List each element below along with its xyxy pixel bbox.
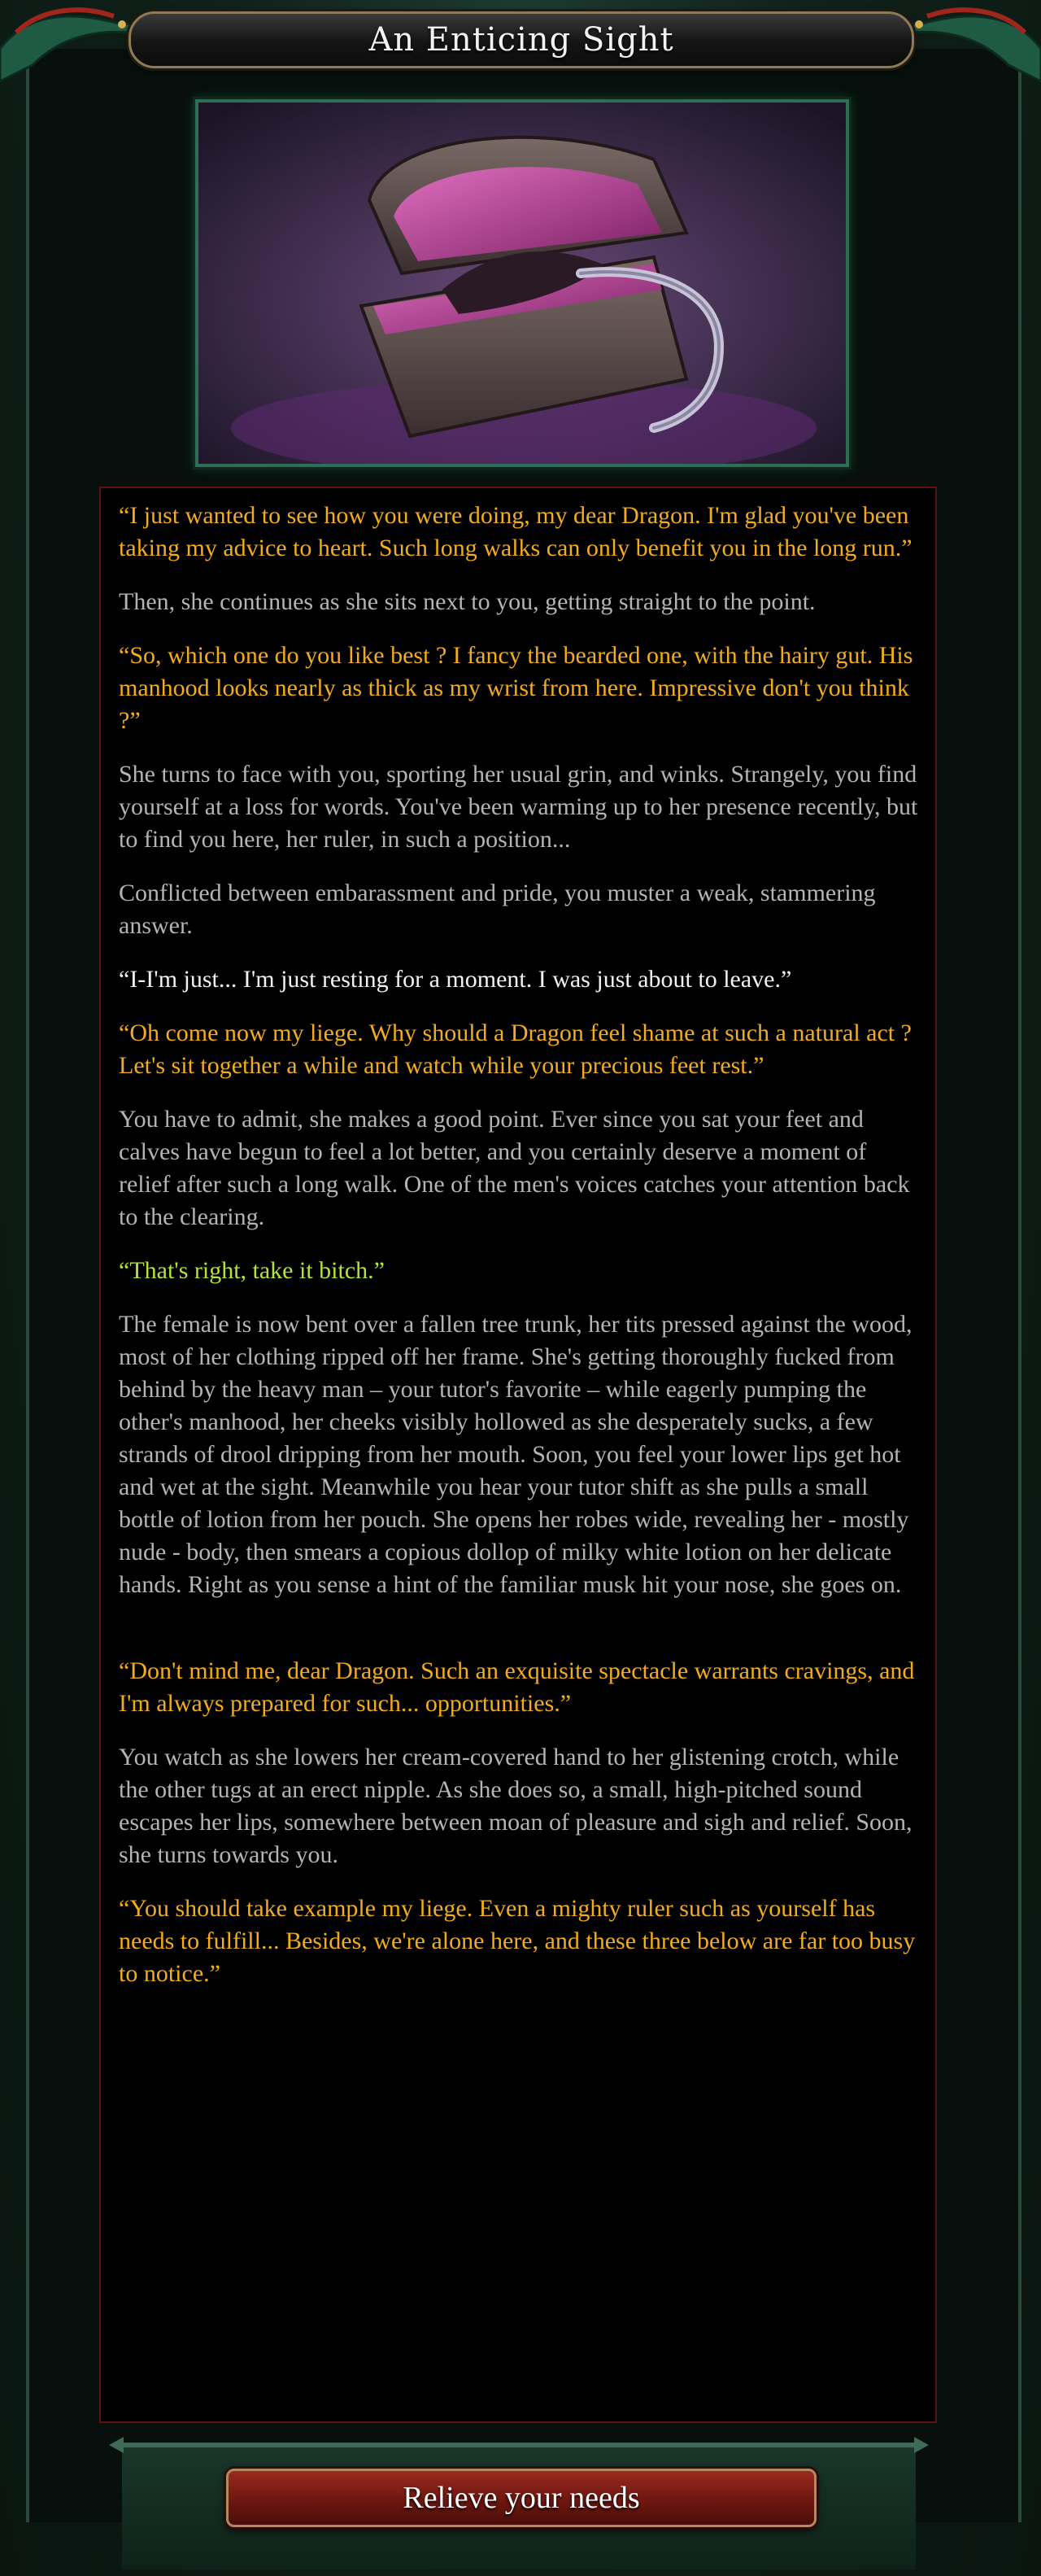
man-speech: “That's right, take it bitch.” [119, 1257, 385, 1284]
tutor-speech: “So, which one do you like best ? I fancy the bearded one, with the hairy gut. His manhood looks nearly as thick as my wrist from here. Impressive don't you think ?” [119, 642, 913, 734]
treasure-chest-illustration [198, 103, 846, 464]
tutor-speech: “Don't mind me, dear Dragon. Such an exquisite spectacle warrants cravings, and I'm always prepared for such... opportunities.” [119, 1657, 915, 1717]
tutor-speech: “Oh come now my liege. Why should a Dragon feel shame at such a natural act ? Let's sit together a while and watch while your precious feet rest.” [119, 1019, 912, 1079]
dragon-ornament-icon [895, 0, 1041, 90]
narration: You have to admit, she makes a good point. Ever since you sat your feet and calves have begun to feel a lot better, and you certainly deserve a moment of relief after such a long walk. One of the men's voices catches your attention back to the clearing. [119, 1106, 910, 1230]
arrow-left-icon [109, 2437, 124, 2453]
tutor-speech: “I just wanted to see how you were doing, my dear Dragon. I'm glad you've been taking my advice to heart. Such long walks can only benefit you in the long run.” [119, 502, 913, 561]
dialog-title: An Enticing Sight [368, 21, 674, 59]
event-illustration [195, 99, 849, 467]
narration: Then, she continues as she sits next to you, getting straight to the point. [119, 588, 816, 615]
tutor-speech: “You should take example my liege. Even a mighty ruler such as yourself has needs to fulfill... Besides, we're alone here, and these three below are far too busy to notice.” [119, 1895, 916, 1987]
narration: You watch as she lowers her cream-covered hand to her glistening crotch, while the other tugs at an erect nipple. As she does so, a small, high-pitched sound escapes her lips, somewhere between moan of pleasure and sigh and relief. Soon, she turns towards you. [119, 1744, 913, 1868]
dragon-ornament-icon [0, 0, 146, 90]
arrow-right-icon [914, 2437, 929, 2453]
narration: The female is now bent over a fallen tree trunk, her tits pressed against the wood, most of her clothing ripped off her frame. She's getting thoroughly fucked from behind by the heavy man – your tutor's favorite – while eagerly pumping the other's manhood, her cheeks visibly hollowed as she desperately sucks, a few strands of drool dripping from her mouth. Soon, you feel your lower lips get hot and wet at the sight. Meanwhile you hear your tutor shift as she pulls a small bottle of lotion from her pouch. She opens her robes wide, revealing her - mostly nude - body, then smears a copious dollop of milky white lotion on her delicate hands. Right as you sense a hint of the familiar musk hit your nose, she goes on. [119, 1311, 913, 1598]
narration: Conflicted between embarassment and pride, you muster a weak, stammering answer. [119, 880, 876, 939]
narration: She turns to face with you, sporting her usual grin, and winks. Strangely, you find yourself at a loss for words. You've been warming up to her presence recently, but to find you here, her ruler, in such a position... [119, 761, 918, 853]
event-text [99, 487, 937, 2423]
title-bar [128, 11, 914, 68]
player-speech: “I-I'm just... I'm just resting for a moment. I was just about to leave.” [119, 966, 792, 993]
relieve-your-needs-button[interactable] [226, 2469, 817, 2527]
button-label: Relieve your needs [403, 2481, 640, 2515]
